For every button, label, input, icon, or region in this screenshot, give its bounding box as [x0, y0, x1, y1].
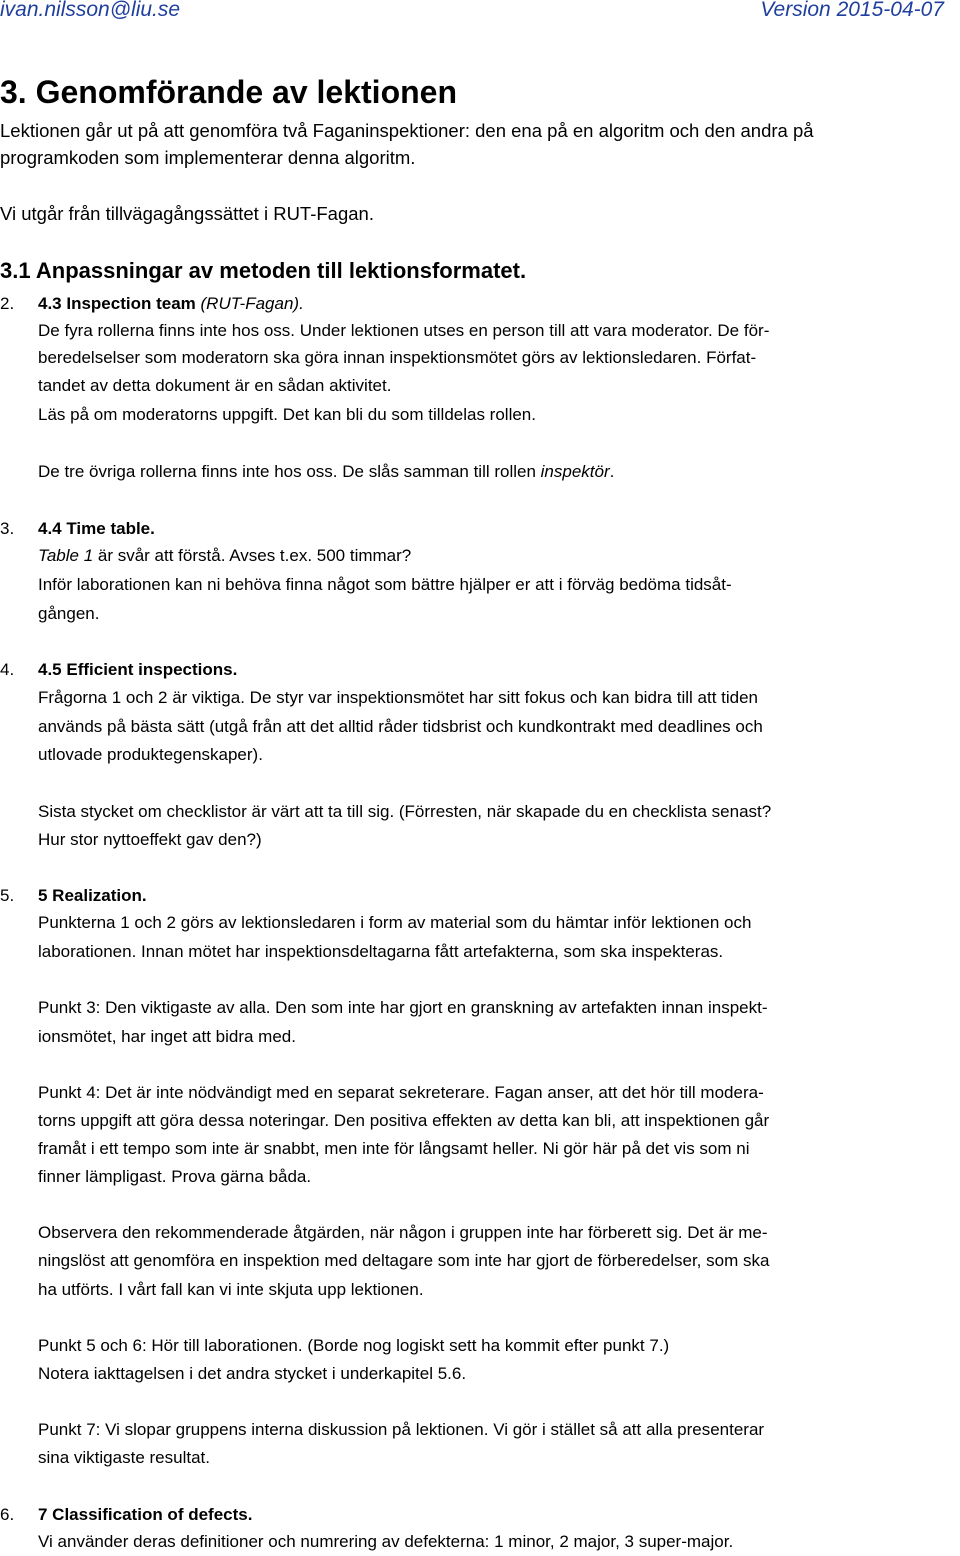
item-line: Sista stycket om checklistor är värt att ta till sig. (Förresten, när skapade du en checklista senast?: [38, 802, 772, 821]
item-line: torns uppgift att göra dessa noteringar. Den positiva effekten av detta kan bli, att inspektionen går: [38, 1111, 770, 1130]
item-line: Hur stor nyttoeffekt gav den?): [38, 830, 262, 849]
item-line-text: är svår att förstå. Avses t.ex. 500 timmar?: [93, 546, 412, 565]
item-line: Punkt 4: Det är inte nödvändigt med en separat sekreterare. Fagan anser, att det hör till modera-: [38, 1083, 764, 1102]
item-line: Punkt 5 och 6: Hör till laborationen. (Borde nog logiskt sett ha kommit efter punkt 7.): [38, 1336, 670, 1355]
section-title: 3. Genomförande av lektionen: [0, 74, 457, 110]
item-line: Punkterna 1 och 2 görs av lektionsledaren i form av material som du hämtar inför lektionen och: [38, 913, 752, 932]
item-line: Punkt 3: Den viktigaste av alla. Den som inte har gjort en granskning av artefakten innan inspekt-: [38, 998, 768, 1017]
item-heading: 5 Realization.: [38, 886, 147, 905]
item-line: [38, 462, 614, 482]
item-line: laborationen. Innan mötet har inspektionsdeltagarna fått artefakterna, som ska inspekteras.: [38, 942, 724, 961]
item-heading: 4.4 Time table.: [38, 519, 155, 538]
item-line: tandet av detta dokument är en sådan aktivitet.: [38, 376, 392, 395]
item-heading: 7 Classification of defects.: [38, 1505, 253, 1524]
item-line: De fyra rollerna finns inte hos oss. Under lektionen utses en person till att vara moderator. De för-: [38, 321, 770, 340]
item-number: 5.: [0, 886, 15, 905]
intro-paragraph-line: programkoden som implementerar denna algoritm.: [0, 147, 416, 168]
item-number: 4.: [0, 660, 15, 679]
document-version: Version 2015-04-07: [760, 0, 944, 21]
item-line-text: .: [609, 462, 615, 481]
item-line: Inför laborationen kan ni behöva finna något som bättre hjälper er att i förväg bedöma tidsåt-: [38, 575, 732, 594]
item-heading-ref: (RUT-Fagan).: [195, 294, 304, 313]
item-line: framåt i ett tempo som inte är snabbt, men inte för långsamt heller. Ni gör här på det vis som ni: [38, 1139, 750, 1158]
item-line: Läs på om moderatorns uppgift. Det kan bli du som tilldelas rollen.: [38, 405, 536, 424]
item-line: sina viktigaste resultat.: [38, 1448, 210, 1467]
item-line-text: De tre övriga rollerna finns inte hos oss. De slås samman till rollen: [38, 462, 541, 481]
item-number: 2.: [0, 294, 15, 313]
item-line: Vi använder deras definitioner och numrering av defekterna: 1 minor, 2 major, 3 super-major.: [38, 1532, 734, 1551]
item-number: 6.: [0, 1505, 15, 1524]
item-line: ha utförts. I vårt fall kan vi inte skjuta upp lektionen.: [38, 1280, 424, 1299]
item-heading: 4.5 Efficient inspections.: [38, 660, 238, 679]
subsection-title: 3.1 Anpassningar av metoden till lektionsformatet.: [0, 258, 527, 283]
item-line: Observera den rekommenderade åtgärden, när någon i gruppen inte har förberett sig. Det är me-: [38, 1223, 768, 1242]
item-number: 3.: [0, 519, 15, 538]
item-line-emphasis: inspektör: [540, 462, 610, 481]
item-heading-bold: 4.3 Inspection team: [38, 294, 196, 313]
item-line: utlovade produktegenskaper).: [38, 745, 263, 764]
author-email: ivan.nilsson@liu.se: [0, 0, 181, 21]
item-line: gången.: [38, 604, 100, 623]
item-line-emphasis: Table 1: [38, 546, 94, 565]
item-line: ionsmötet, har inget att bidra med.: [38, 1027, 296, 1046]
item-line: beredelselser som moderatorn ska göra innan inspektionsmötet görs av lektionsledaren. Förfat-: [38, 348, 757, 367]
item-line: ningslöst att genomföra en inspektion med deltagare som inte har gjort de förberedelser, som ska: [38, 1251, 770, 1270]
item-line: Notera iakttagelsen i det andra stycket i underkapitel 5.6.: [38, 1364, 467, 1383]
item-line: Frågorna 1 och 2 är viktiga. De styr var inspektionsmötet har sitt fokus och kan bidra till att tiden: [38, 688, 759, 707]
intro-paragraph-line: Vi utgår från tillvägagångssättet i RUT-Fagan.: [0, 203, 374, 224]
item-line: används på bästa sätt (utgå från att det alltid råder tidsbrist och kundkontrakt med deadlines och: [38, 717, 763, 736]
item-line: Punkt 7: Vi slopar gruppens interna diskussion på lektionen. Vi gör i stället så att alla presenterar: [38, 1420, 765, 1439]
item-line: [38, 546, 411, 566]
item-heading: [38, 294, 304, 314]
item-line: finner lämpligast. Prova gärna båda.: [38, 1167, 312, 1186]
intro-paragraph-line: Lektionen går ut på att genomföra två Faganinspektioner: den ena på en algoritm och den andra på: [0, 120, 814, 141]
